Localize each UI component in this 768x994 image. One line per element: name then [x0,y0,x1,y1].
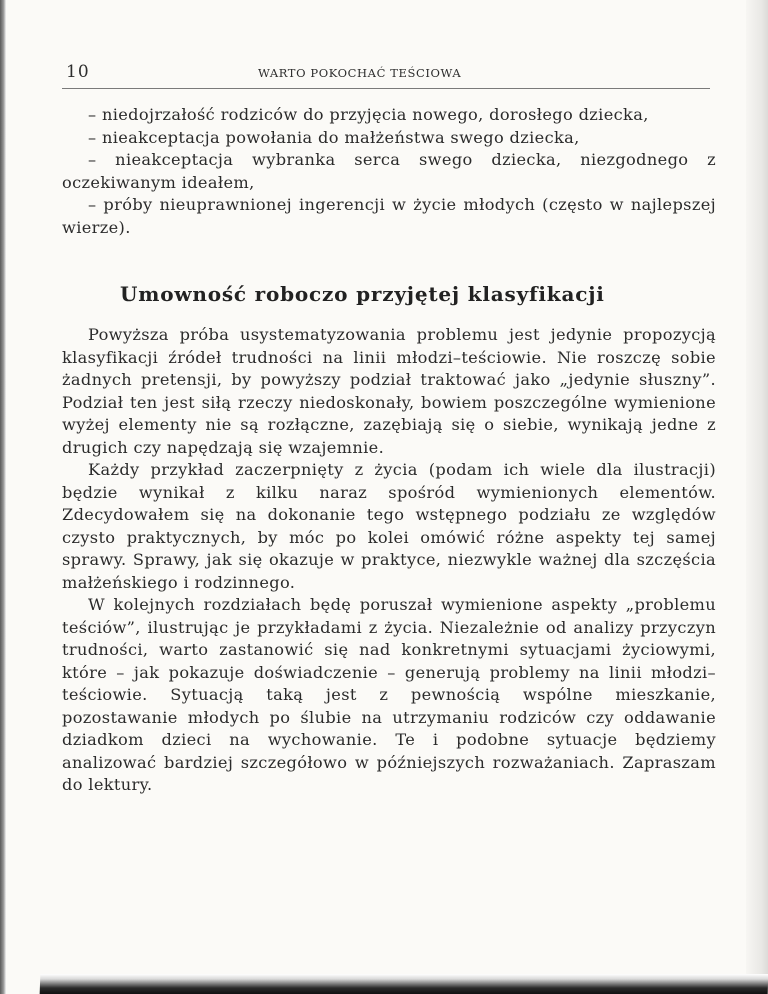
book-spine-shadow [0,0,6,994]
list-item: – niedojrzałość rodziców do przyjęcia nowego, dorosłego dziecka, [88,105,649,124]
header-rule [62,88,710,89]
body-text [62,324,716,797]
list-item: – nieakceptacja wybranka serca swego dziecka, niezgodnego z oczekiwanym ideałem, [62,150,716,192]
list-block [62,104,716,239]
page-number: 10 [66,62,90,82]
paragraph: Każdy przykład zaczerpnięty z życia (podam ich wiele dla ilustracji) będzie wynikał z kilku naraz spośród wymienionych elementów. Zdecydowałem się na dokonanie tego wstępnego podziału ze względów czysto praktycznych, by móc po kolei omówić różne aspekty tej samej sprawy. Sprawy, jak się okazuje w praktyce, niezwykle ważnej dla szczęścia małżeńskiego i rodzinnego. [62,460,716,592]
list-item: – nieakceptacja powołania do małżeństwa swego dziecka, [88,127,580,147]
scan-bottom-shadow [40,974,768,994]
running-title: WARTO POKOCHAĆ TEŚCIOWA [258,66,462,80]
list-item: – próby nieuprawnionej ingerencji w życie młodych (często w najlepszej wierze). [62,195,716,237]
paragraph: W kolejnych rozdziałach będę poruszał wymienione aspekty „problemu teściów”, ilustrując je przykładami z życia. Niezależnie od analizy przyczyn trudności, warto zastanowić się nad konkretnymi sytuacjami życiowymi, które – jak pokazuje doświadczenie – generują problemy na linii młodzi–teściowie. Sytuacją taką jest z pewnością wspólne mieszkanie, pozostawanie młodych po ślubie na utrzymaniu rodziców czy oddawanie dziadkom dzieci na wychowanie. Te i podobne sytuacje będziemy analizować bardziej szczegółowo w późniejszych rozważaniach. Zapraszam do lektury. [62,595,716,794]
page-edge [746,0,768,994]
paragraph: Powyższa próba usystematyzowania problemu jest jedynie propozycją klasyfikacji źródeł trudności na linii młodzi–teściowie. Nie roszczę sobie żadnych pretensji, by powyższy podział traktować jako „jedynie słuszny”. Podział ten jest siłą rzeczy niedoskonały, bowiem poszczególne wymienione wyżej elementy nie są rozłączne, zazębiają się o siebie, wynikają jedne z drugich czy napędzają się wzajemnie. [62,325,716,457]
section-heading: Umowność roboczo przyjętej klasyfikacji [120,282,605,306]
